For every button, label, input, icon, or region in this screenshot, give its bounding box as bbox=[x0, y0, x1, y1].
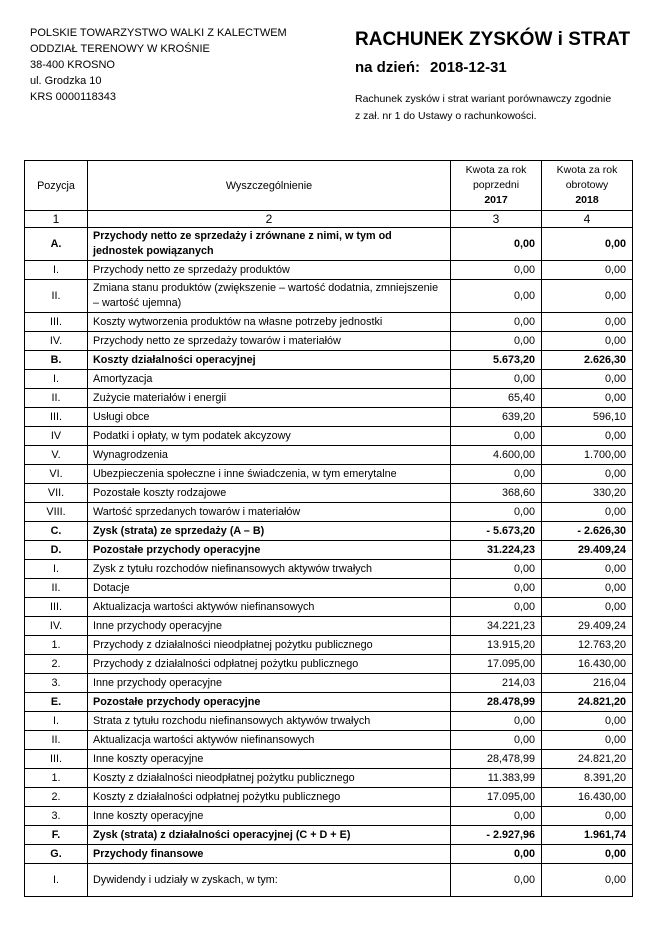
row-amount-previous: 368,60 bbox=[451, 484, 542, 503]
row-amount-previous: 0,00 bbox=[451, 313, 542, 332]
table-row bbox=[25, 332, 633, 351]
row-position: I. bbox=[25, 560, 88, 579]
row-description: Zmiana stanu produktów (zwiększenie – wartość dodatnia, zmniejszenie – wartość ujemna) bbox=[88, 280, 451, 313]
row-position: D. bbox=[25, 541, 88, 560]
row-amount-current: 1.700,00 bbox=[542, 446, 633, 465]
row-amount-current: 0,00 bbox=[542, 389, 633, 408]
row-description: Koszty z działalności nieodpłatnej pożytku publicznego bbox=[88, 769, 451, 788]
row-position: II. bbox=[25, 389, 88, 408]
table-row bbox=[25, 617, 633, 636]
row-amount-current: 216,04 bbox=[542, 674, 633, 693]
row-description: Inne koszty operacyjne bbox=[88, 807, 451, 826]
header-prev-line2: poprzedni bbox=[472, 179, 520, 191]
row-amount-current: 8.391,20 bbox=[542, 769, 633, 788]
org-branch: ODDZIAŁ TERENOWY W KROŚNIE bbox=[30, 43, 210, 55]
row-position: III. bbox=[25, 598, 88, 617]
row-amount-previous: 639,20 bbox=[451, 408, 542, 427]
row-description: Zysk (strata) z działalności operacyjnej (C + D + E) bbox=[88, 826, 451, 845]
row-amount-current: 24.821,20 bbox=[542, 693, 633, 712]
row-description: Przychody finansowe bbox=[88, 845, 451, 864]
row-amount-current: 1.961,74 bbox=[542, 826, 633, 845]
row-amount-previous: 0,00 bbox=[451, 598, 542, 617]
row-amount-previous: 11.383,99 bbox=[451, 769, 542, 788]
row-amount-current: 0,00 bbox=[542, 579, 633, 598]
row-description: Dotacje bbox=[88, 579, 451, 598]
row-amount-previous: 17.095,00 bbox=[451, 788, 542, 807]
column-number: 1 bbox=[25, 211, 88, 228]
row-amount-previous: 0,00 bbox=[451, 560, 542, 579]
row-description: Amortyzacja bbox=[88, 370, 451, 389]
row-description: Aktualizacja wartości aktywów niefinansowych bbox=[88, 598, 451, 617]
row-amount-current: 29.409,24 bbox=[542, 541, 633, 560]
table-row bbox=[25, 313, 633, 332]
row-amount-previous: 5.673,20 bbox=[451, 351, 542, 370]
row-description: Koszty z działalności odpłatnej pożytku publicznego bbox=[88, 788, 451, 807]
table-row bbox=[25, 560, 633, 579]
row-description: Przychody netto ze sprzedaży produktów bbox=[88, 261, 451, 280]
row-position: IV. bbox=[25, 617, 88, 636]
row-amount-current: 0,00 bbox=[542, 598, 633, 617]
table-row bbox=[25, 522, 633, 541]
date-label: na dzień: bbox=[355, 59, 421, 76]
table-row bbox=[25, 228, 633, 261]
row-amount-current: 0,00 bbox=[542, 465, 633, 484]
row-description: Zysk z tytułu rozchodów niefinansowych aktywów trwałych bbox=[88, 560, 451, 579]
header-current-year bbox=[542, 161, 633, 211]
row-position: III. bbox=[25, 408, 88, 427]
table-row bbox=[25, 389, 633, 408]
column-number: 3 bbox=[451, 211, 542, 228]
header-prev-line1: Kwota za rok bbox=[465, 164, 527, 176]
row-description: Koszty wytworzenia produktów na własne potrzeby jednostki bbox=[88, 313, 451, 332]
table-row bbox=[25, 845, 633, 864]
row-position: B. bbox=[25, 351, 88, 370]
report-date bbox=[355, 59, 507, 76]
row-amount-current: 0,00 bbox=[542, 261, 633, 280]
row-amount-current: 330,20 bbox=[542, 484, 633, 503]
row-amount-current: 2.626,30 bbox=[542, 351, 633, 370]
row-amount-previous: 0,00 bbox=[451, 807, 542, 826]
table-row bbox=[25, 655, 633, 674]
org-postcode-city: 38-400 KROSNO bbox=[30, 59, 115, 71]
row-amount-current: 12.763,20 bbox=[542, 636, 633, 655]
row-amount-current: 0,00 bbox=[542, 560, 633, 579]
row-description: Usługi obce bbox=[88, 408, 451, 427]
row-amount-previous: 0,00 bbox=[451, 332, 542, 351]
header-curr-line1: Kwota za rok bbox=[556, 164, 618, 176]
row-amount-previous: 4.600,00 bbox=[451, 446, 542, 465]
row-description: Inne przychody operacyjne bbox=[88, 674, 451, 693]
column-number: 2 bbox=[88, 211, 451, 228]
row-amount-current: 0,00 bbox=[542, 370, 633, 389]
table-row bbox=[25, 370, 633, 389]
row-description: Wartość sprzedanych towarów i materiałów bbox=[88, 503, 451, 522]
table-row bbox=[25, 598, 633, 617]
row-position: C. bbox=[25, 522, 88, 541]
org-street: ul. Grodzka 10 bbox=[30, 75, 102, 87]
table-row bbox=[25, 731, 633, 750]
row-amount-previous: 28,478,99 bbox=[451, 750, 542, 769]
row-description: Pozostałe przychody operacyjne bbox=[88, 693, 451, 712]
row-amount-previous: 0,00 bbox=[451, 280, 542, 313]
row-position: IV bbox=[25, 427, 88, 446]
row-position: 1. bbox=[25, 636, 88, 655]
table-row bbox=[25, 408, 633, 427]
row-position: E. bbox=[25, 693, 88, 712]
document-title: RACHUNEK ZYSKÓW i STRAT bbox=[355, 29, 631, 50]
row-description: Przychody netto ze sprzedaży towarów i materiałów bbox=[88, 332, 451, 351]
row-amount-previous: 17.095,00 bbox=[451, 655, 542, 674]
table-row bbox=[25, 579, 633, 598]
row-description: Koszty działalności operacyjnej bbox=[88, 351, 451, 370]
table-row bbox=[25, 693, 633, 712]
row-position: VI. bbox=[25, 465, 88, 484]
table-row bbox=[25, 484, 633, 503]
row-amount-previous: 0,00 bbox=[451, 228, 542, 261]
table-row bbox=[25, 750, 633, 769]
row-amount-previous: 0,00 bbox=[451, 261, 542, 280]
date-value: 2018-12-31 bbox=[430, 59, 507, 76]
table-row bbox=[25, 769, 633, 788]
row-description: Pozostałe przychody operacyjne bbox=[88, 541, 451, 560]
column-number: 4 bbox=[542, 211, 633, 228]
row-position: VIII. bbox=[25, 503, 88, 522]
row-description: Podatki i opłaty, w tym podatek akcyzowy bbox=[88, 427, 451, 446]
header-wyszczegolnienie: Wyszczególnienie bbox=[88, 161, 451, 211]
row-amount-current: 0,00 bbox=[542, 280, 633, 313]
table-row bbox=[25, 826, 633, 845]
row-position: II. bbox=[25, 579, 88, 598]
description-line-2: z zał. nr 1 do Ustawy o rachunkowości. bbox=[355, 110, 537, 122]
row-position: VII. bbox=[25, 484, 88, 503]
table-row bbox=[25, 541, 633, 560]
row-amount-previous: - 5.673,20 bbox=[451, 522, 542, 541]
row-description: Pozostałe koszty rodzajowe bbox=[88, 484, 451, 503]
row-amount-previous: 0,00 bbox=[451, 712, 542, 731]
row-position: II. bbox=[25, 280, 88, 313]
table-row bbox=[25, 864, 633, 897]
row-amount-previous: 0,00 bbox=[451, 864, 542, 897]
row-amount-current: - 2.626,30 bbox=[542, 522, 633, 541]
row-amount-previous: 214,03 bbox=[451, 674, 542, 693]
row-amount-previous: 0,00 bbox=[451, 503, 542, 522]
row-description: Przychody z działalności nieodpłatnej pożytku publicznego bbox=[88, 636, 451, 655]
document-description bbox=[355, 91, 611, 125]
row-position: G. bbox=[25, 845, 88, 864]
row-position: II. bbox=[25, 731, 88, 750]
table-row bbox=[25, 674, 633, 693]
table-row bbox=[25, 427, 633, 446]
row-position: III. bbox=[25, 750, 88, 769]
row-amount-previous: 31.224,23 bbox=[451, 541, 542, 560]
row-description: Przychody z działalności odpłatnej pożytku publicznego bbox=[88, 655, 451, 674]
row-description: Ubezpieczenia społeczne i inne świadczenia, w tym emerytalne bbox=[88, 465, 451, 484]
row-position: 2. bbox=[25, 788, 88, 807]
row-position: I. bbox=[25, 261, 88, 280]
row-amount-previous: 34.221,23 bbox=[451, 617, 542, 636]
row-position: 3. bbox=[25, 674, 88, 693]
table-row bbox=[25, 465, 633, 484]
row-amount-previous: - 2.927,96 bbox=[451, 826, 542, 845]
row-position: IV. bbox=[25, 332, 88, 351]
row-amount-current: 16.430,00 bbox=[542, 655, 633, 674]
row-amount-current: 0,00 bbox=[542, 864, 633, 897]
row-amount-previous: 13.915,20 bbox=[451, 636, 542, 655]
income-statement-table bbox=[24, 160, 633, 897]
row-amount-current: 24.821,20 bbox=[542, 750, 633, 769]
table-body bbox=[25, 228, 633, 897]
row-description: Przychody netto ze sprzedaży i zrównane z nimi, w tym od jednostek powiązanych bbox=[88, 228, 451, 261]
row-amount-previous: 0,00 bbox=[451, 845, 542, 864]
row-position: F. bbox=[25, 826, 88, 845]
table-row bbox=[25, 636, 633, 655]
row-position: 1. bbox=[25, 769, 88, 788]
organization-header bbox=[30, 25, 287, 105]
row-amount-previous: 0,00 bbox=[451, 731, 542, 750]
header-prev-year: 2017 bbox=[484, 194, 508, 206]
row-amount-previous: 0,00 bbox=[451, 579, 542, 598]
table-row bbox=[25, 351, 633, 370]
row-amount-current: 16.430,00 bbox=[542, 788, 633, 807]
org-krs: KRS 0000118343 bbox=[30, 91, 117, 103]
row-amount-current: 0,00 bbox=[542, 845, 633, 864]
row-amount-current: 0,00 bbox=[542, 332, 633, 351]
table-row bbox=[25, 807, 633, 826]
row-position: A. bbox=[25, 228, 88, 261]
row-amount-current: 596,10 bbox=[542, 408, 633, 427]
table-row bbox=[25, 446, 633, 465]
table-row bbox=[25, 261, 633, 280]
row-amount-current: 0,00 bbox=[542, 503, 633, 522]
row-amount-previous: 0,00 bbox=[451, 370, 542, 389]
header-curr-year: 2018 bbox=[575, 194, 599, 206]
row-amount-current: 0,00 bbox=[542, 427, 633, 446]
row-description: Inne przychody operacyjne bbox=[88, 617, 451, 636]
row-position: 2. bbox=[25, 655, 88, 674]
row-amount-previous: 0,00 bbox=[451, 465, 542, 484]
row-description: Zużycie materiałów i energii bbox=[88, 389, 451, 408]
row-amount-current: 29.409,24 bbox=[542, 617, 633, 636]
row-amount-current: 0,00 bbox=[542, 712, 633, 731]
row-amount-previous: 28.478,99 bbox=[451, 693, 542, 712]
row-amount-current: 0,00 bbox=[542, 228, 633, 261]
row-position: I. bbox=[25, 712, 88, 731]
row-description: Inne koszty operacyjne bbox=[88, 750, 451, 769]
row-amount-current: 0,00 bbox=[542, 807, 633, 826]
row-amount-current: 0,00 bbox=[542, 731, 633, 750]
row-amount-previous: 65,40 bbox=[451, 389, 542, 408]
table-row bbox=[25, 788, 633, 807]
table-header-row bbox=[25, 161, 633, 211]
column-number-row bbox=[25, 211, 633, 228]
row-position: 3. bbox=[25, 807, 88, 826]
row-description: Wynagrodzenia bbox=[88, 446, 451, 465]
org-name: POLSKIE TOWARZYSTWO WALKI Z KALECTWEM bbox=[30, 27, 287, 39]
header-curr-line2: obrotowy bbox=[565, 179, 609, 191]
table-row bbox=[25, 503, 633, 522]
row-description: Strata z tytułu rozchodu niefinansowych aktywów trwałych bbox=[88, 712, 451, 731]
description-line-1: Rachunek zysków i strat wariant porównawczy zgodnie bbox=[355, 93, 612, 105]
row-description: Zysk (strata) ze sprzedaży (A – B) bbox=[88, 522, 451, 541]
table-row bbox=[25, 280, 633, 313]
header-previous-year bbox=[451, 161, 542, 211]
row-position: V. bbox=[25, 446, 88, 465]
row-amount-previous: 0,00 bbox=[451, 427, 542, 446]
table-row bbox=[25, 712, 633, 731]
row-description: Aktualizacja wartości aktywów niefinansowych bbox=[88, 731, 451, 750]
row-position: I. bbox=[25, 370, 88, 389]
row-position: I. bbox=[25, 864, 88, 897]
header-pozycja: Pozycja bbox=[25, 161, 88, 211]
row-position: III. bbox=[25, 313, 88, 332]
row-description: Dywidendy i udziały w zyskach, w tym: bbox=[88, 864, 451, 897]
row-amount-current: 0,00 bbox=[542, 313, 633, 332]
